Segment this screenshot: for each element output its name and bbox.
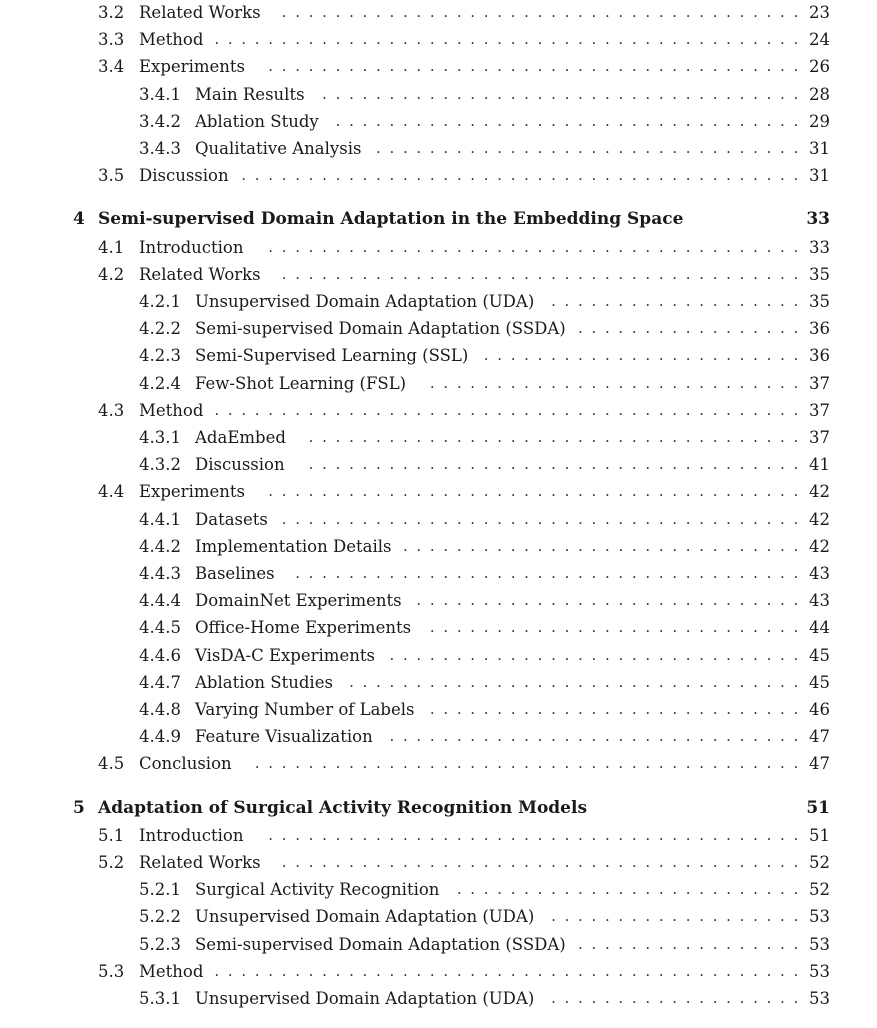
- toc-page-number: 43: [809, 591, 830, 611]
- toc-entry-title: Related Works: [139, 3, 261, 22]
- toc-entry-title: Introduction: [139, 825, 244, 845]
- toc-page-number: 46: [809, 700, 830, 719]
- toc-page-number: 43: [809, 564, 830, 583]
- toc-subsection-entry[interactable]: [0, 533, 877, 560]
- toc-entry-title: VisDA-C Experiments: [195, 645, 375, 665]
- toc-page-number: 35: [809, 292, 830, 311]
- toc-entry-title: Few-Shot Learning (FSL): [195, 373, 407, 393]
- toc-dot-leader: ..............................: [402, 536, 807, 555]
- toc-dot-leader: ....................................: [322, 84, 807, 103]
- toc-page-number: 33: [809, 237, 830, 257]
- toc-section-entry[interactable]: [0, 478, 877, 505]
- toc-dot-leader: ...................: [551, 907, 807, 926]
- toc-page-number: 36: [809, 319, 830, 339]
- toc-entry-number: 5.2.1: [139, 880, 181, 900]
- toc-dot-leader: .............................: [416, 591, 807, 610]
- toc-page-number: 52: [809, 853, 830, 872]
- toc-entry-number: 4.1: [98, 237, 125, 257]
- toc-entry-number: 5.2.2: [139, 907, 181, 927]
- toc-page-number: 42: [809, 536, 830, 556]
- toc-entry-number: 3.5: [98, 166, 125, 186]
- toc-page-number: 36: [809, 346, 830, 366]
- toc-entry-number: 5.3.1: [139, 989, 181, 1008]
- toc-page-number: 26: [809, 57, 830, 77]
- toc-section-entry[interactable]: [0, 261, 877, 288]
- toc-subsection-entry[interactable]: [0, 642, 877, 669]
- toc-entry-number: 4: [73, 209, 85, 230]
- toc-page-number: 51: [806, 797, 830, 818]
- toc-page-number: 31: [809, 166, 830, 186]
- toc-section-entry[interactable]: [0, 750, 877, 777]
- toc-entry-number: 4.4.7: [139, 672, 181, 692]
- toc-chapter-entry[interactable]: [0, 795, 877, 822]
- toc-page-number: 28: [809, 84, 830, 104]
- toc-page-number: 45: [809, 645, 830, 665]
- toc-entry-number: 4.4.8: [139, 700, 181, 719]
- toc-dot-leader: .........................................: [254, 754, 807, 773]
- toc-section-entry[interactable]: [0, 26, 877, 53]
- toc-entry-number: 4.4.3: [139, 564, 181, 583]
- toc-entry-title: Unsupervised Domain Adaptation (UDA): [195, 907, 535, 927]
- toc-entry-number: 4.2.2: [139, 319, 181, 339]
- toc-entry-title: AdaEmbed: [195, 428, 286, 447]
- toc-entry-title: Experiments: [139, 482, 245, 502]
- toc-dot-leader: .......................................: [281, 3, 807, 21]
- toc-page-number: 53: [809, 989, 830, 1008]
- toc-subsection-entry[interactable]: [0, 424, 877, 451]
- toc-subsection-entry[interactable]: [0, 135, 877, 162]
- toc-page-number: 31: [809, 139, 830, 158]
- toc-entry-title: Related Works: [139, 853, 261, 872]
- toc-entry-number: 4.4.1: [139, 509, 181, 529]
- toc-dot-leader: ........................................: [268, 825, 807, 844]
- toc-entry-title: Semi-supervised Domain Adaptation in the Embedding Space: [98, 209, 684, 230]
- toc-dot-leader: .......................................: [281, 509, 807, 528]
- toc-entry-number: 5.1: [98, 825, 125, 845]
- toc-entry-title: Feature Visualization: [195, 727, 373, 747]
- toc-entry-number: 3.4.1: [139, 84, 181, 104]
- toc-dot-leader: .......................................: [281, 264, 807, 283]
- toc-entry-number: 4.3.2: [139, 455, 181, 475]
- toc-entry-number: 4.2.4: [139, 373, 181, 393]
- toc-entry-title: DomainNet Experiments: [195, 591, 402, 611]
- toc-dot-leader: ............................................: [214, 400, 807, 419]
- toc-page-number: 51: [809, 825, 830, 845]
- toc-entry-title: Method: [139, 400, 204, 420]
- toc-entry-title: Discussion: [195, 455, 285, 475]
- toc-dot-leader: ........................................: [268, 57, 807, 76]
- toc-page-number: 45: [809, 672, 830, 692]
- toc-subsection-entry[interactable]: [0, 370, 877, 397]
- toc-page-number: 37: [809, 428, 830, 447]
- toc-entry-title: Implementation Details: [195, 536, 392, 556]
- toc-entry-number: 4.4.2: [139, 536, 181, 556]
- toc-page-number: 53: [809, 907, 830, 927]
- toc-subsection-entry[interactable]: [0, 903, 877, 930]
- toc-dot-leader: ............................................: [214, 961, 807, 980]
- toc-subsection-entry[interactable]: [0, 315, 877, 342]
- toc-page-number: 33: [806, 209, 830, 230]
- toc-entry-title: Unsupervised Domain Adaptation (UDA): [195, 989, 535, 1008]
- toc-subsection-entry[interactable]: [0, 108, 877, 135]
- toc-page-number: 24: [809, 30, 830, 50]
- toc-page-number: 37: [809, 373, 830, 393]
- toc-section-entry[interactable]: [0, 849, 877, 876]
- toc-page-number: 42: [809, 482, 830, 502]
- toc-subsection-entry[interactable]: [0, 931, 877, 958]
- toc-page-number: 29: [809, 111, 830, 131]
- toc-entry-title: Surgical Activity Recognition: [195, 880, 440, 900]
- toc-entry-number: 3.4.2: [139, 111, 181, 131]
- toc-entry-number: 3.2: [98, 3, 125, 22]
- toc-entry-number: 5.3: [98, 961, 125, 981]
- toc-dot-leader: ......................................: [295, 564, 807, 582]
- toc-section-entry[interactable]: [0, 822, 877, 849]
- toc-entry-title: Discussion: [139, 166, 229, 186]
- toc-entry-number: 5.2: [98, 853, 125, 872]
- toc-page-number: 53: [809, 961, 830, 981]
- toc-entry-title: Ablation Studies: [195, 672, 333, 692]
- toc-page-number: 44: [809, 618, 830, 638]
- toc-dot-leader: ........................................: [268, 482, 807, 501]
- toc-dot-leader: ...................: [551, 292, 807, 310]
- toc-subsection-entry[interactable]: [0, 81, 877, 108]
- toc-page-number: 53: [809, 934, 830, 954]
- toc-page-number: 37: [809, 400, 830, 420]
- toc-entry-number: 4.2: [98, 264, 125, 284]
- toc-subsection-entry[interactable]: [0, 985, 877, 1012]
- toc-entry-number: 3.3: [98, 30, 125, 50]
- toc-entry-title: Method: [139, 30, 204, 50]
- toc-entry-number: 5.2.3: [139, 934, 181, 954]
- toc-page-number: 47: [809, 754, 830, 774]
- toc-entry-title: Related Works: [139, 264, 261, 284]
- toc-entry-number: 4.2.1: [139, 292, 181, 311]
- toc-entry-title: Introduction: [139, 237, 244, 257]
- toc-dot-leader: ...................................: [335, 111, 807, 130]
- toc-entry-title: Qualitative Analysis: [195, 139, 362, 158]
- toc-entry-title: Semi-Supervised Learning (SSL): [195, 346, 469, 366]
- toc-section-entry[interactable]: [0, 162, 877, 189]
- toc-entry-number: 3.4.3: [139, 139, 181, 158]
- toc-page-number: 41: [809, 455, 830, 475]
- toc-subsection-entry[interactable]: [0, 342, 877, 369]
- toc-dot-leader: ...............................: [389, 645, 807, 664]
- toc-dot-leader: ................................: [376, 139, 807, 157]
- toc-dot-leader: .................: [578, 934, 807, 953]
- toc-section-entry[interactable]: [0, 958, 877, 985]
- toc-dot-leader: ............................................: [214, 30, 807, 49]
- toc-dot-leader: .................: [578, 319, 807, 338]
- toc-subsection-entry[interactable]: [0, 614, 877, 641]
- toc-entry-title: Conclusion: [139, 754, 232, 774]
- toc-dot-leader: ...............................: [389, 727, 807, 746]
- toc-chapter-entry[interactable]: [0, 206, 877, 233]
- toc-subsection-entry[interactable]: [0, 560, 877, 587]
- toc-section-entry[interactable]: [0, 53, 877, 80]
- toc-subsection-entry[interactable]: [0, 587, 877, 614]
- toc-entry-number: 4.4: [98, 482, 125, 502]
- toc-section-entry[interactable]: [0, 0, 877, 26]
- toc-section-entry[interactable]: [0, 397, 877, 424]
- toc-dot-leader: .....................................: [308, 455, 807, 474]
- toc-entry-title: Varying Number of Labels: [195, 700, 415, 719]
- toc-subsection-entry[interactable]: [0, 451, 877, 478]
- toc-entry-number: 4.5: [98, 754, 125, 774]
- toc-entry-title: Semi-supervised Domain Adaptation (SSDA): [195, 934, 566, 954]
- toc-entry-title: Ablation Study: [195, 111, 319, 131]
- toc-dot-leader: .....................................: [308, 428, 807, 446]
- toc-entry-number: 5: [73, 797, 85, 818]
- toc-page-number: 47: [809, 727, 830, 747]
- toc-section-entry[interactable]: [0, 234, 877, 261]
- toc-dot-leader: .......................................: [281, 853, 807, 871]
- toc-subsection-entry[interactable]: [0, 876, 877, 903]
- toc-dot-leader: ........................: [483, 346, 807, 365]
- toc-entry-title: Method: [139, 961, 204, 981]
- toc-entry-number: 3.4: [98, 57, 125, 77]
- toc-subsection-entry[interactable]: [0, 288, 877, 315]
- toc-dot-leader: ..........................: [456, 880, 807, 899]
- toc-entry-number: 4.3: [98, 400, 125, 420]
- toc-dot-leader: ............................: [429, 618, 807, 637]
- toc-entry-title: Baselines: [195, 564, 275, 583]
- toc-entry-number: 4.3.1: [139, 428, 181, 447]
- toc-page-number: 42: [809, 509, 830, 529]
- toc-entry-title: Unsupervised Domain Adaptation (UDA): [195, 292, 535, 311]
- toc-entry-number: 4.4.9: [139, 727, 181, 747]
- toc-entry-title: Main Results: [195, 84, 305, 104]
- toc-entry-title: Semi-supervised Domain Adaptation (SSDA): [195, 319, 566, 339]
- toc-entry-number: 4.4.4: [139, 591, 181, 611]
- toc-subsection-entry[interactable]: [0, 506, 877, 533]
- toc-subsection-entry[interactable]: [0, 669, 877, 696]
- toc-dot-leader: ..........................................: [241, 166, 807, 185]
- toc-entry-title: Office-Home Experiments: [195, 618, 412, 638]
- toc-entry-title: Experiments: [139, 57, 245, 77]
- toc-entry-title: Adaptation of Surgical Activity Recognition Models: [98, 797, 588, 818]
- toc-subsection-entry[interactable]: [0, 696, 877, 723]
- toc-entry-title: Datasets: [195, 509, 268, 529]
- toc-page-number: 23: [809, 3, 830, 22]
- toc-entry-number: 4.4.6: [139, 645, 181, 665]
- toc-entry-number: 4.2.3: [139, 346, 181, 366]
- toc-subsection-entry[interactable]: [0, 723, 877, 750]
- toc-dot-leader: ...................: [551, 989, 807, 1007]
- toc-dot-leader: ............................: [429, 373, 807, 392]
- toc-page-number: 35: [809, 264, 830, 284]
- toc-dot-leader: ..................................: [349, 672, 807, 691]
- toc-dot-leader: ........................................: [268, 237, 807, 256]
- toc-page-number: 52: [809, 880, 830, 900]
- toc-dot-leader: ............................: [429, 700, 807, 718]
- toc-entry-number: 4.4.5: [139, 618, 181, 638]
